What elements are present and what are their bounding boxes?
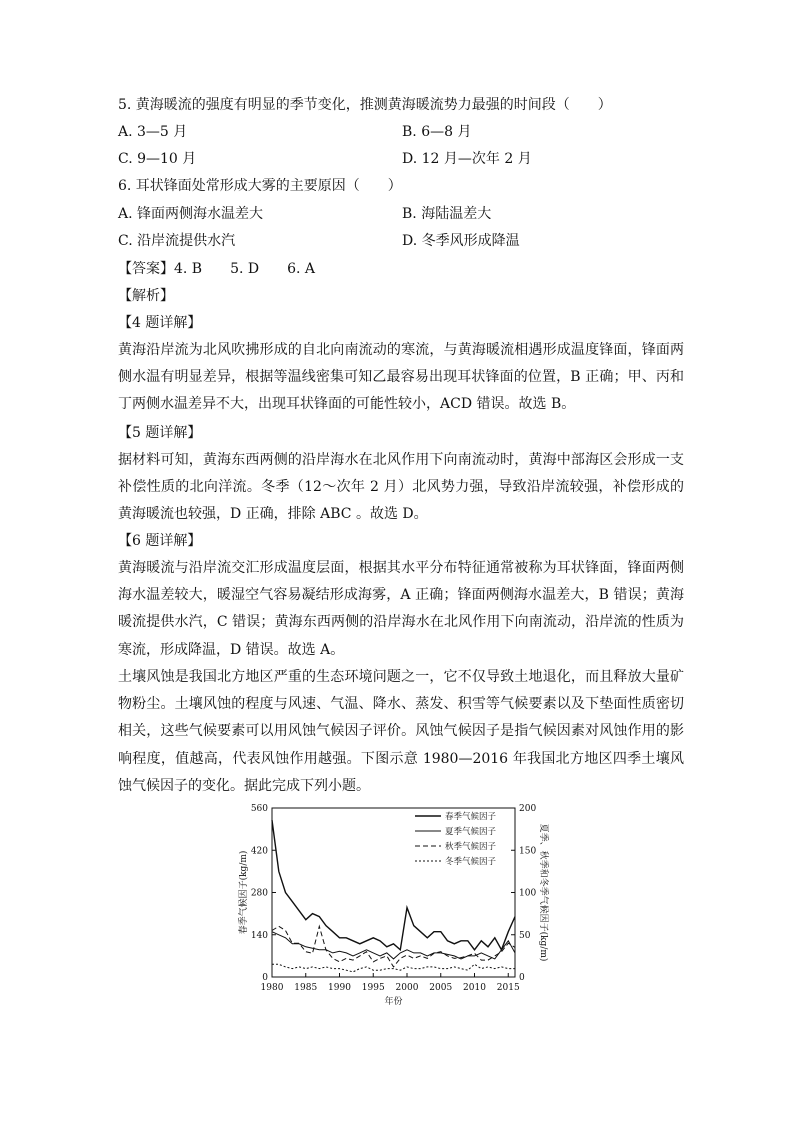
series-line-3 <box>272 926 515 967</box>
y-tick-label-left: 560 <box>250 804 268 814</box>
detail-4-text: 黄海沿岸流为北风吹拂形成的自北向南流动的寒流，与黄海暖流相遇形成温度锋面，锋面两侧水温有明显差异，根据等温线密集可知乙最容易出现耳状锋面的位置，B 正确；甲、丙和丁两侧水温差异不大，出现耳状锋面的可能性较小，ACD 错误。故选 B。 <box>118 342 684 413</box>
y-tick-label-right: 200 <box>519 804 537 814</box>
x-tick-label: 2015 <box>496 983 520 993</box>
y-tick-label-left: 420 <box>250 846 268 857</box>
y-axis-label-left: 春季气候因子(kg/m) <box>239 850 249 935</box>
wind-erosion-chart <box>225 800 565 1015</box>
detail-6-label: 【6 题详解】 <box>118 533 202 549</box>
q5-option-c: C. 9—10 月 <box>118 151 197 167</box>
x-tick-label: 1980 <box>260 983 284 993</box>
q6-option-a: A. 锋面两侧海水温差大 <box>118 206 264 222</box>
legend-label-2: 夏季气候因子 <box>445 827 497 837</box>
x-tick-label: 2000 <box>395 983 419 993</box>
q6-option-c: C. 沿岸流提供水汽 <box>118 233 236 249</box>
x-axis-label: 年份 <box>384 997 403 1007</box>
y-tick-label-right: 100 <box>519 888 537 899</box>
y-tick-label-right: 150 <box>519 846 537 857</box>
q6-option-b: B. 海陆温差大 <box>402 206 492 222</box>
y-axis-label-right: 夏季、秋季和冬季气候因子(kg/m) <box>538 823 548 962</box>
legend-label-4: 冬季气候因子 <box>445 857 497 867</box>
q5-option-b: B. 6—8 月 <box>402 124 472 140</box>
legend-label-3: 秋季气候因子 <box>445 842 497 852</box>
y-tick-label-left: 0 <box>262 973 268 983</box>
q6-option-d: D. 冬季风形成降温 <box>402 233 520 249</box>
x-tick-label: 1990 <box>328 983 351 993</box>
detail-5-text: 据材料可知，黄海东西两侧的沿岸海水在北风作用下向南流动时，黄海中部海区会形成一支补偿性质的北向洋流。冬季（12～次年 2 月）北风势力强，导致沿岸流较强，补偿形成的黄海暖流也较强，D 正确，排除 ABC 。故选 D。 <box>118 452 684 523</box>
answer-line: 【答案】4. B 5. D 6. A <box>118 261 316 277</box>
question-5-stem: 5. 黄海暖流的强度有明显的季节变化，推测黄海暖流势力最强的时间段（ ） <box>118 97 612 113</box>
x-tick-label: 2010 <box>463 983 486 993</box>
analysis-label: 【解析】 <box>118 288 174 304</box>
detail-5-label: 【5 题详解】 <box>118 425 202 441</box>
y-tick-label-right: 50 <box>519 930 531 941</box>
detail-6-text: 黄海暖流与沿岸流交汇形成温度层面，根据其水平分布特征通常被称为耳状锋面，锋面两侧海水温差较大，暖湿空气容易凝结形成海雾，A 正确；锋面两侧海水温差大，B 错误；黄海暖流提供水汽，C 错误；黄海东西两侧的沿岸海水在北风作用下向南流动，沿岸流的性质为寒流，形成降温，D 错误。故选 A。 <box>118 560 684 658</box>
series-line-4 <box>272 964 515 972</box>
material-paragraph: 土壤风蚀是我国北方地区严重的生态环境问题之一，它不仅导致土地退化，而且释放大量矿物粉尘。土壤风蚀的程度与风速、气温、降水、蒸发、积雪等气候要素以及下垫面性质密切相关，这些气候要素可以用风蚀气候因子评价。风蚀气候因子是指气候因素对风蚀作用的影响程度，值越高，代表风蚀作用越强。下图示意 1980—2016 年我国北方地区四季土壤风蚀气候因子的变化。据此完成下列小题。 <box>118 669 684 794</box>
detail-4-label: 【4 题详解】 <box>118 315 202 331</box>
question-6-stem: 6. 耳状锋面处常形成大雾的主要原因（ ） <box>118 178 402 194</box>
x-tick-label: 1995 <box>361 983 385 993</box>
y-tick-label-left: 280 <box>250 888 268 899</box>
q5-option-d: D. 12 月—次年 2 月 <box>402 151 532 167</box>
x-tick-label: 1985 <box>294 983 318 993</box>
q5-option-a: A. 3—5 月 <box>118 124 188 140</box>
y-tick-label-right: 0 <box>519 973 525 983</box>
x-tick-label: 2005 <box>429 983 453 993</box>
legend-label-1: 春季气候因子 <box>445 812 497 822</box>
series-line-1 <box>272 820 515 950</box>
y-tick-label-left: 140 <box>250 930 268 941</box>
